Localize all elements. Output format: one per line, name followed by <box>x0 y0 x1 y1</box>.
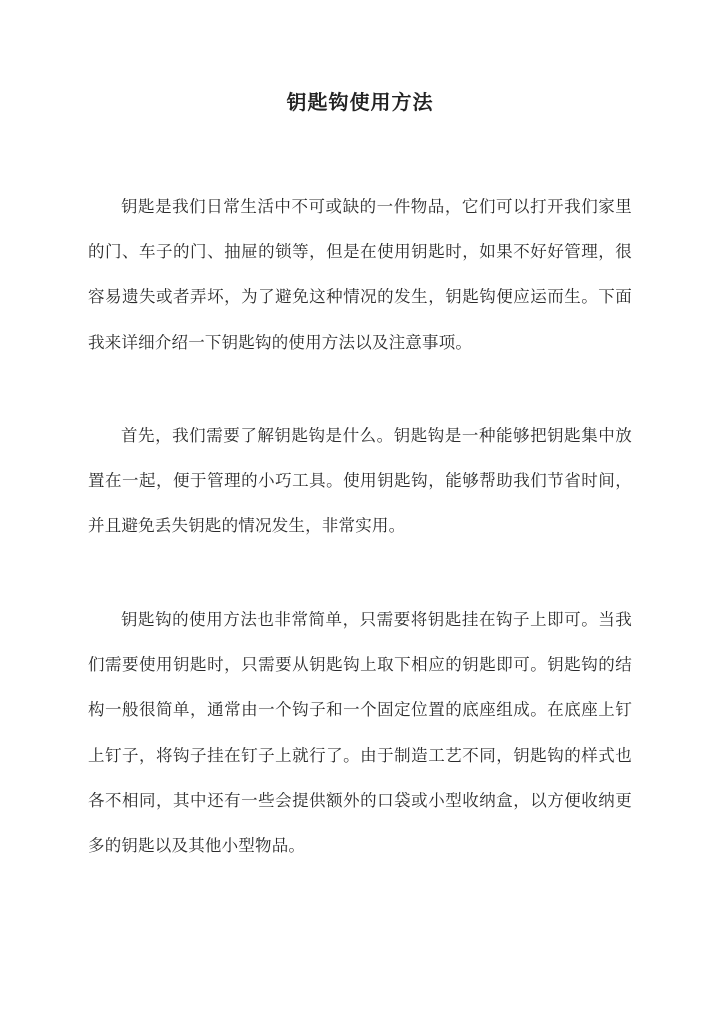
paragraph-definition: 首先，我们需要了解钥匙钩是什么。钥匙钩是一种能够把钥匙集中放置在一起，便于管理的小巧工具。使用钥匙钩，能够帮助我们节省时间，并且避免丢失钥匙的情况发生，非常实用。 <box>88 426 632 536</box>
paragraph-intro: 钥匙是我们日常生活中不可或缺的一件物品，它们可以打开我们家里的门、车子的门、抽屉的锁等，但是在使用钥匙时，如果不好好管理，很容易遗失或者弄坏，为了避免这种情况的发生，钥匙钩便应运而生。下面我来详细介绍一下钥匙钩的使用方法以及注意事项。 <box>88 197 632 352</box>
document-title: 钥匙钩使用方法 <box>286 90 434 114</box>
paragraph-usage: 钥匙钩的使用方法也非常简单，只需要将钥匙挂在钩子上即可。当我们需要使用钥匙时，只需要从钥匙钩上取下相应的钥匙即可。钥匙钩的结构一般很简单，通常由一个钩子和一个固定位置的底座组成。在底座上钉上钉子，将钩子挂在钉子上就行了。由于制造工艺不同，钥匙钩的样式也各不相同，其中还有一些会提供额外的口袋或小型收纳盒，以方便收纳更多的钥匙以及其他小型物品。 <box>88 610 632 856</box>
